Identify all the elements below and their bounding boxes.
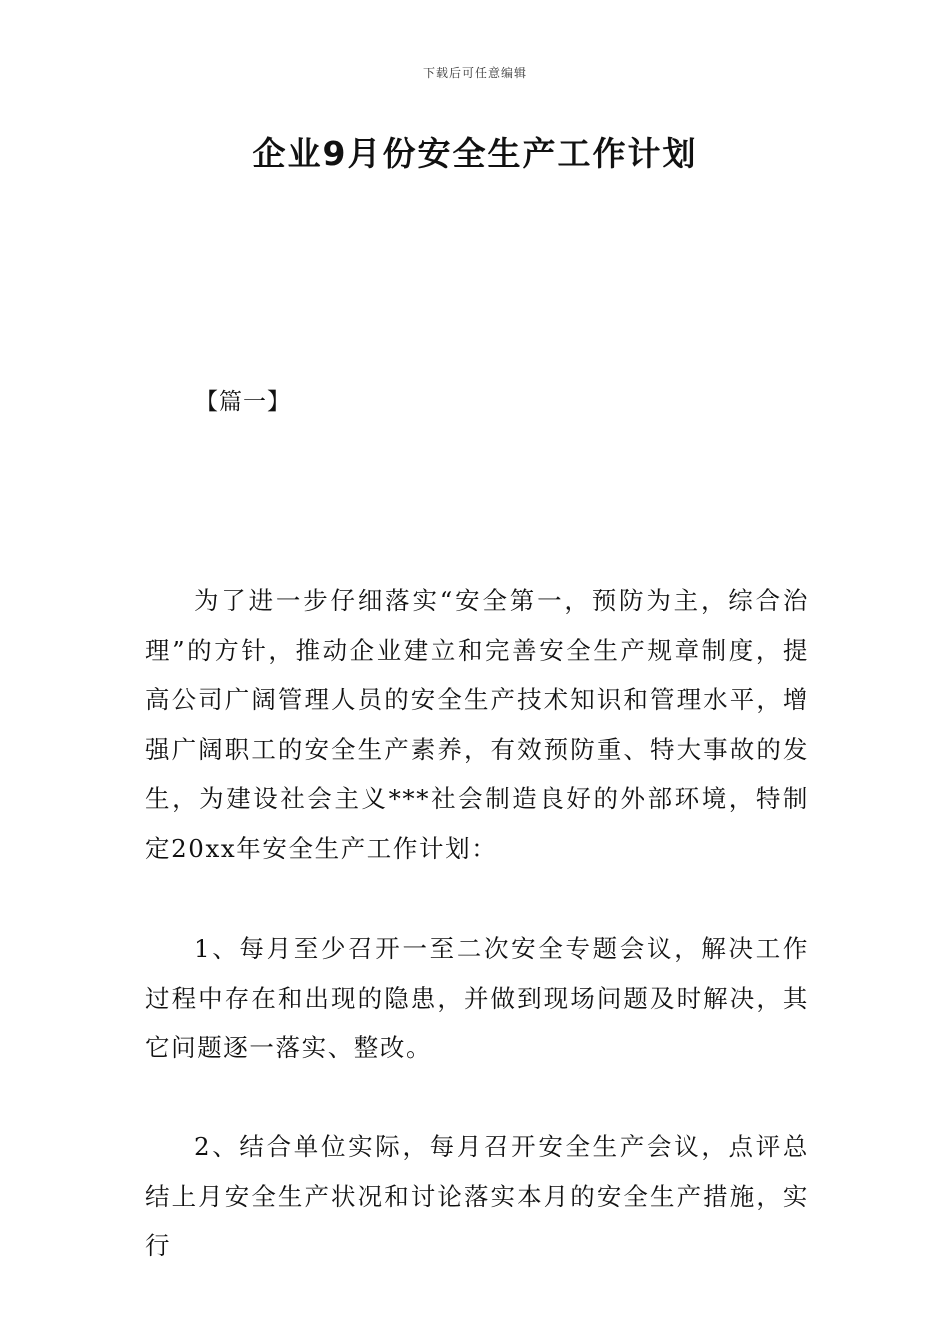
paragraph-item-1: 1、每月至少召开一至二次安全专题会议，解决工作过程中存在和出现的隐患，并做到现场问题及时解决，其它问题逐一落实、整改。 — [145, 934, 809, 1062]
document-title: 企业9月份安全生产工作计划 — [252, 134, 698, 173]
section-label: 【篇一】 — [195, 389, 291, 415]
paragraph-item-2: 2、结合单位实际，每月召开安全生产会议，点评总结上月安全生产状况和讨论落实本月的安全生产措施，实行 — [145, 1132, 809, 1260]
paragraph-intro: 为了进一步仔细落实“安全第一，预防为主，综合治理”的方针，推动企业建立和完善安全生产规章制度，提高公司广阔管理人员的安全生产技术知识和管理水平，增强广阔职工的安全生产素养，有效预防重、特大事故的发生，为建设社会主义***社会制造良好的外部环境，特制定20xx年安全生产工作计划： — [145, 586, 809, 863]
header-note: 下载后可任意编辑 — [422, 66, 527, 80]
